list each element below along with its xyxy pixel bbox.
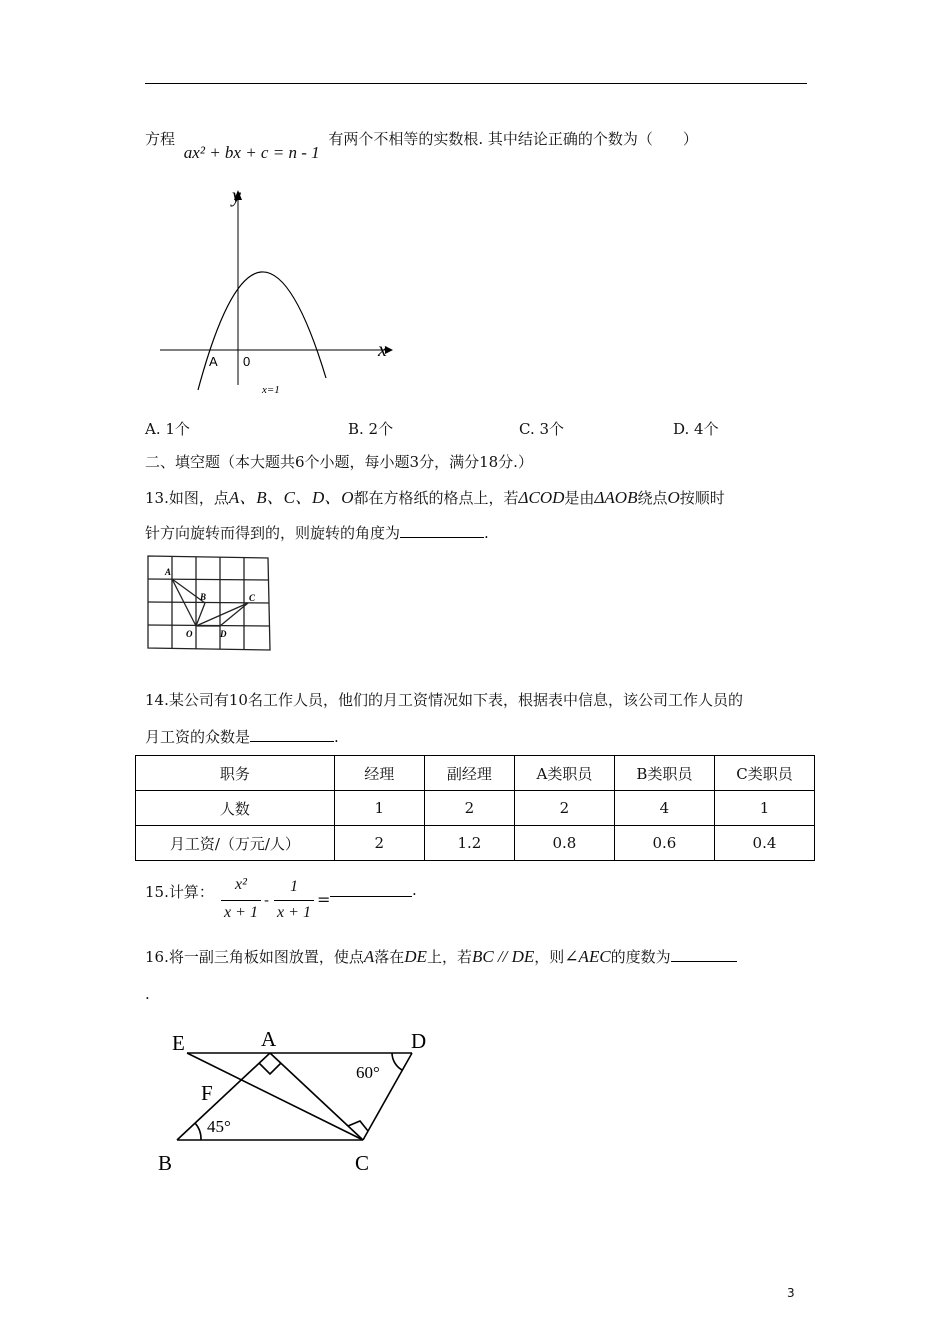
q13-line1: [145, 483, 725, 508]
table-cell: 1: [334, 791, 424, 826]
grid-label-o: O: [186, 629, 193, 639]
q16-text-a: 16.将一副三角板如图放置，使点: [145, 948, 364, 966]
q15-frac1-bar: [221, 900, 261, 901]
q12-equation-line: [145, 128, 698, 162]
label-c: C: [355, 1151, 370, 1175]
q13-tri2: ΔAOB: [594, 488, 638, 507]
table-cell: 0.6: [614, 826, 714, 861]
q13-text-c: 是由: [564, 489, 595, 507]
q16-angle: ∠AEC: [564, 947, 611, 966]
q12-suffix: 有两个不相等的实数根. 其中结论正确的个数为（ ）: [328, 130, 698, 148]
table-cell: 2: [514, 791, 614, 826]
table-cell: 2: [424, 791, 514, 826]
q13-text-a: 13.如图，点: [145, 489, 229, 507]
q16-line2: .: [145, 985, 150, 1003]
label-a: A: [261, 1027, 277, 1051]
x-label: x: [378, 339, 387, 361]
q13-text-e: 按顺时: [679, 489, 725, 507]
q16-point-a: A: [363, 947, 375, 966]
y-label: y: [232, 185, 241, 207]
arc-60: [392, 1053, 402, 1070]
table-cell: 1: [714, 791, 814, 826]
table-row: [136, 791, 815, 826]
q15-frac2-bar: [274, 900, 314, 901]
label-e: E: [172, 1031, 185, 1055]
q12-option-d: D. 4个: [673, 420, 719, 438]
grid-label-a: A: [165, 567, 172, 577]
label-angle60: 60°: [356, 1063, 380, 1082]
table-cell: 0.4: [714, 826, 814, 861]
label-d: D: [411, 1029, 427, 1053]
q16-text-d: ，则: [534, 948, 565, 966]
q15-label: 15.计算：: [145, 883, 214, 901]
q16-text-e: 的度数为: [610, 948, 671, 966]
q12-option-a: A. 1个: [145, 420, 190, 438]
q12-prefix: 方程: [145, 130, 176, 148]
q14-line2: [145, 726, 339, 747]
label-f: F: [201, 1081, 213, 1105]
axis-note: x=1: [262, 384, 280, 396]
table-header-cell: 副经理: [424, 756, 514, 791]
page-number: 3: [787, 1286, 795, 1300]
q12-equation: ax² + bx + c = n - 1: [183, 143, 320, 162]
q12-option-c: C. 3个: [519, 420, 565, 438]
q13-tri1: ΔCOD: [518, 488, 565, 507]
q12-option-b: B. 2个: [348, 420, 394, 438]
right-angle-a: [259, 1063, 281, 1074]
origin-label: 0: [243, 354, 251, 369]
q16-answer-blank[interactable]: [671, 947, 737, 962]
q15-end: .: [412, 881, 417, 899]
q14-text-line2: 月工资的众数是: [145, 728, 251, 746]
section2-title: 二、填空题（本大题共6个小题，每小题3分，满分18分.）: [145, 453, 533, 471]
table-cell: 2: [334, 826, 424, 861]
table-cell: 1.2: [424, 826, 514, 861]
table-header-cell: B类职员: [614, 756, 714, 791]
q14-answer-blank[interactable]: [250, 727, 334, 742]
q13-text-d: 绕点: [637, 489, 668, 507]
q13-line2: [145, 522, 489, 543]
table-cell: 0.8: [514, 826, 614, 861]
q13-text-line2: 针方向旋转而得到的，则旋转的角度为: [145, 524, 401, 542]
q16-text-b: 落在: [374, 948, 405, 966]
label-angle45: 45°: [207, 1117, 231, 1136]
q16-triangle-figure: [150, 1020, 450, 1180]
table-header-cell: 经理: [334, 756, 424, 791]
q14-end: .: [334, 728, 339, 746]
parabola-graph: [150, 180, 400, 400]
q16-text-c: 上，若: [426, 948, 472, 966]
q16-seg: DE: [404, 947, 427, 966]
q15-frac1-den: x + 1: [224, 904, 258, 921]
q13-text-b: 都在方格纸的格点上，若: [353, 489, 519, 507]
q13-answer-blank[interactable]: [400, 523, 484, 538]
q16-line1: [145, 946, 737, 967]
q15-frac1-num: x²: [235, 876, 247, 893]
q15-answer-blank[interactable]: [330, 880, 412, 897]
q15-equals: =: [317, 890, 331, 909]
grid-label-d: D: [220, 629, 227, 639]
q16-cond: BC // DE: [471, 947, 535, 966]
salary-table: [135, 755, 815, 861]
label-b: B: [158, 1151, 173, 1175]
table-cell: 4: [614, 791, 714, 826]
table-header-cell: 职务: [136, 756, 335, 791]
table-cell: 人数: [136, 791, 335, 826]
header-rule: [145, 83, 807, 84]
line-ac: [270, 1053, 363, 1140]
table-row: [136, 826, 815, 861]
arc-45: [195, 1123, 201, 1140]
table-header-row: [136, 756, 815, 791]
q13-points: A、B、C、D、O: [228, 488, 354, 507]
q14-line1: 14.某公司有10名工作人员，他们的月工资情况如下表，根据表中信息，该公司工作人员的: [145, 691, 743, 709]
point-a-label: A: [209, 354, 218, 369]
table-header-cell: A类职员: [514, 756, 614, 791]
q13-grid-figure: [145, 553, 275, 653]
parabola-curve: [198, 272, 326, 390]
table-header-cell: C类职员: [714, 756, 814, 791]
q15-frac2-num: 1: [290, 878, 298, 895]
q13-end: .: [484, 524, 489, 542]
grid-label-b: B: [200, 592, 207, 602]
table-cell: 月工资/（万元/人）: [136, 826, 335, 861]
grid-h1: [148, 579, 269, 580]
q15-minus: -: [264, 891, 270, 909]
grid-label-c: C: [249, 593, 256, 603]
q13-pt: O: [667, 488, 680, 507]
q15-frac2-den: x + 1: [277, 904, 311, 921]
